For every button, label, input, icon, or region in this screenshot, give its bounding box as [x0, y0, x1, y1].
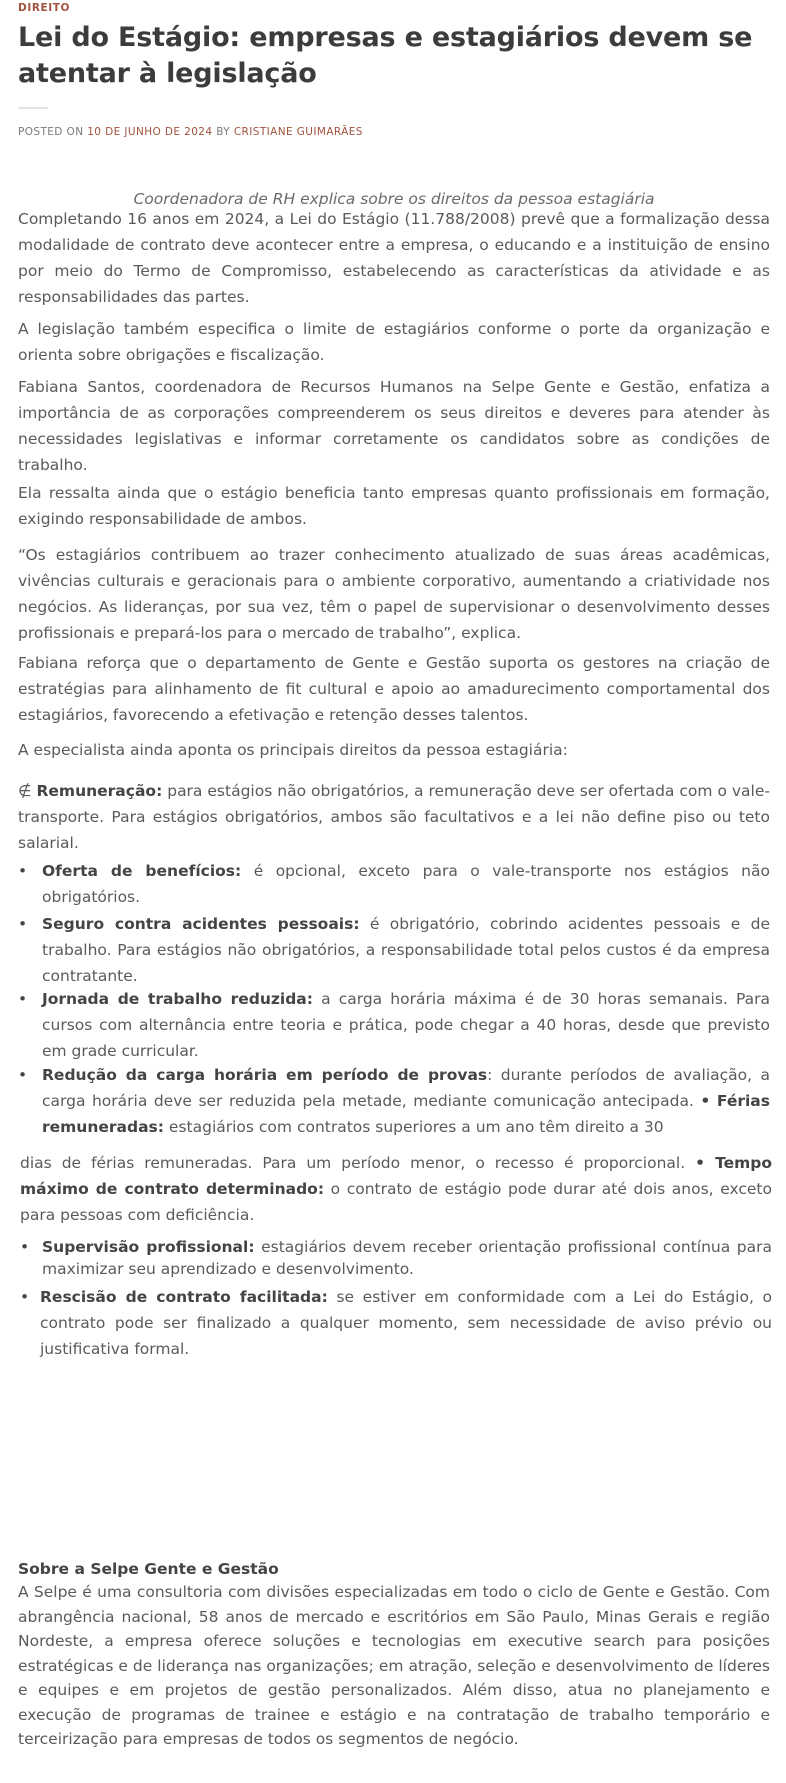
post-meta [18, 126, 363, 138]
list-item-label: Jornada de trabalho reduzida: [42, 990, 313, 1008]
list-item-text-ferias: estagiários com contratos superiores a um ano têm direito a 30 [163, 1118, 664, 1136]
bullet-icon: • [18, 915, 28, 933]
list-item-text: a carga horária máxima é de 30 horas semanais. Para cursos com alternância entre teoria e prática, pode chegar a 40 horas, desde que previsto em grade curricular. [42, 990, 770, 1060]
list-item-jornada [18, 986, 770, 1064]
by-label: BY [216, 126, 231, 138]
posted-on-label: POSTED ON [18, 126, 84, 138]
paragraph-intro: Completando 16 anos em 2024, a Lei do Estágio (11.788/2008) prevê que a formalização dessa modalidade de contrato deve acontecer entre a empresa, o educando e a instituição de ensino por meio do Termo de Compromisso, estabelecendo as características da atividade e as responsabilidades das partes. [18, 210, 770, 306]
about-paragraph: A Selpe é uma consultoria com divisões especializadas em todo o ciclo de Gente e Gestão. Com abrangência nacional, 58 anos de mercado e escritórios em São Paulo, Minas Gerais e região Nordeste, a empresa oferece soluções e tecnologias em executive search para posições estratégicas e de liderança nas organizações; em atração, seleção e desenvolvimento de líderes e equipes e em projetos de gestão personalizados. Além disso, atua no planejamento e execução de programas de trainee e estágio e na contratação de trabalho temporário e terceirização para empresas de todos os segmentos de negócio. [18, 1583, 770, 1748]
list-item-supervisao [20, 1236, 772, 1280]
bullet-icon: • [20, 1238, 30, 1256]
list-item-label: Redução da carga horária em período de provas [42, 1066, 488, 1084]
list-item-remuneracao [18, 778, 770, 856]
bullet-icon: • [20, 1288, 30, 1306]
category-link[interactable]: DIREITO [18, 2, 71, 14]
list-item-ferias-continuation [20, 1150, 772, 1228]
paragraph-quote: “Os estagiários contribuem ao trazer conhecimento atualizado de suas áreas acadêmicas, vivências culturais e geracionais para o ambiente corporativo, aumentando a criatividade nos negócios. As lideranças, por sua vez, têm o papel de supervisionar o desenvolvimento desses profissionais e prepará-los para o mercado de trabalho”, explica. [18, 546, 770, 642]
list-item-text: é opcional, exceto para o vale-transporte nos estágios não obrigatórios. [42, 862, 770, 906]
list-item-text: para estágios não obrigatórios, a remuneração deve ser ofertada com o vale-transporte. Para estágios obrigatórios, ambos são facultativos e a lei não define piso ou teto salarial. [18, 782, 770, 852]
list-item-seguro [18, 911, 770, 989]
paragraph-especialista: A especialista ainda aponta os principais direitos da pessoa estagiária: [18, 741, 568, 759]
paragraph-ressalta: Ela ressalta ainda que o estágio beneficia tanto empresas quanto profissionais em formação, exigindo responsabilidade de ambos. [18, 484, 770, 528]
list-item-text: estagiários devem receber orientação profissional contínua para maximizar seu aprendizado e desenvolvimento. [42, 1238, 772, 1278]
list-item-text: dias de férias remuneradas. Para um período menor, o recesso é proporcional. [20, 1154, 696, 1172]
article-title: Lei do Estágio: empresas e estagiários devem se atentar à legislação [18, 22, 753, 89]
list-item-label-ferias: Férias remuneradas: [42, 1092, 770, 1136]
list-item-label: Rescisão de contrato facilitada: [40, 1288, 328, 1306]
list-item-text-tempo: o contrato de estágio pode durar até dois anos, exceto para pessoas com deficiência. [20, 1180, 772, 1224]
author-link[interactable]: CRISTIANE GUIMARÃES [233, 126, 363, 138]
list-item-label: Oferta de benefícios: [42, 862, 242, 880]
list-item-text: se estiver em conformidade com a Lei do Estágio, o contrato pode ser finalizado a qualquer momento, sem necessidade de aviso prévio ou justificativa formal. [40, 1288, 773, 1358]
article-subtitle: Coordenadora de RH explica sobre os direitos da pessoa estagiária [133, 190, 655, 208]
list-item-text: é obrigatório, cobrindo acidentes pessoais e de trabalho. Para estágios não obrigatórios, a responsabilidade total pelos custos é da empresa contratante. [42, 915, 771, 985]
list-item-label-tempo: Tempo máximo de contrato determinado: [20, 1154, 772, 1198]
inline-bullet-icon: • [695, 1154, 706, 1172]
list-item-label: Seguro contra acidentes pessoais: [42, 915, 360, 933]
list-item-text: : durante períodos de avaliação, a carga horária deve ser reduzida pela metade, mediante comunicação antecipada. [42, 1066, 770, 1110]
about-heading: Sobre a Selpe Gente e Gestão [18, 1560, 279, 1578]
list-item-label: Supervisão profissional: [42, 1238, 255, 1256]
list-item-rescisao [20, 1284, 772, 1362]
paragraph-legislation: A legislação também especifica o limite de estagiários conforme o porte da organização e orienta sobre obrigações e fiscalização. [18, 320, 770, 364]
list-item-reducao [18, 1062, 770, 1140]
not-element-symbol: ∉ [18, 782, 32, 800]
paragraph-reforca: Fabiana reforça que o departamento de Gente e Gestão suporta os gestores na criação de estratégias para alinhamento de fit cultural e apoio ao amadurecimento comportamental dos estagiários, favorecendo a efetivação e retenção desses talentos. [18, 654, 770, 724]
list-item-label: Remuneração: [36, 782, 163, 800]
bullet-icon: • [18, 1066, 28, 1084]
paragraph-fabiana: Fabiana Santos, coordenadora de Recursos Humanos na Selpe Gente e Gestão, enfatiza a importância de as corporações compreenderem os seus direitos e deveres para atender às necessidades legislativas e informar corretamente os candidatos sobre as condições de trabalho. [18, 378, 770, 474]
bullet-icon: • [18, 990, 28, 1008]
bullet-icon: • [18, 862, 28, 880]
post-date-link[interactable]: 10 DE JUNHO DE 2024 [87, 126, 213, 138]
title-divider [18, 107, 48, 109]
inline-bullet-icon: • [700, 1092, 711, 1110]
list-item-beneficios [18, 858, 770, 910]
